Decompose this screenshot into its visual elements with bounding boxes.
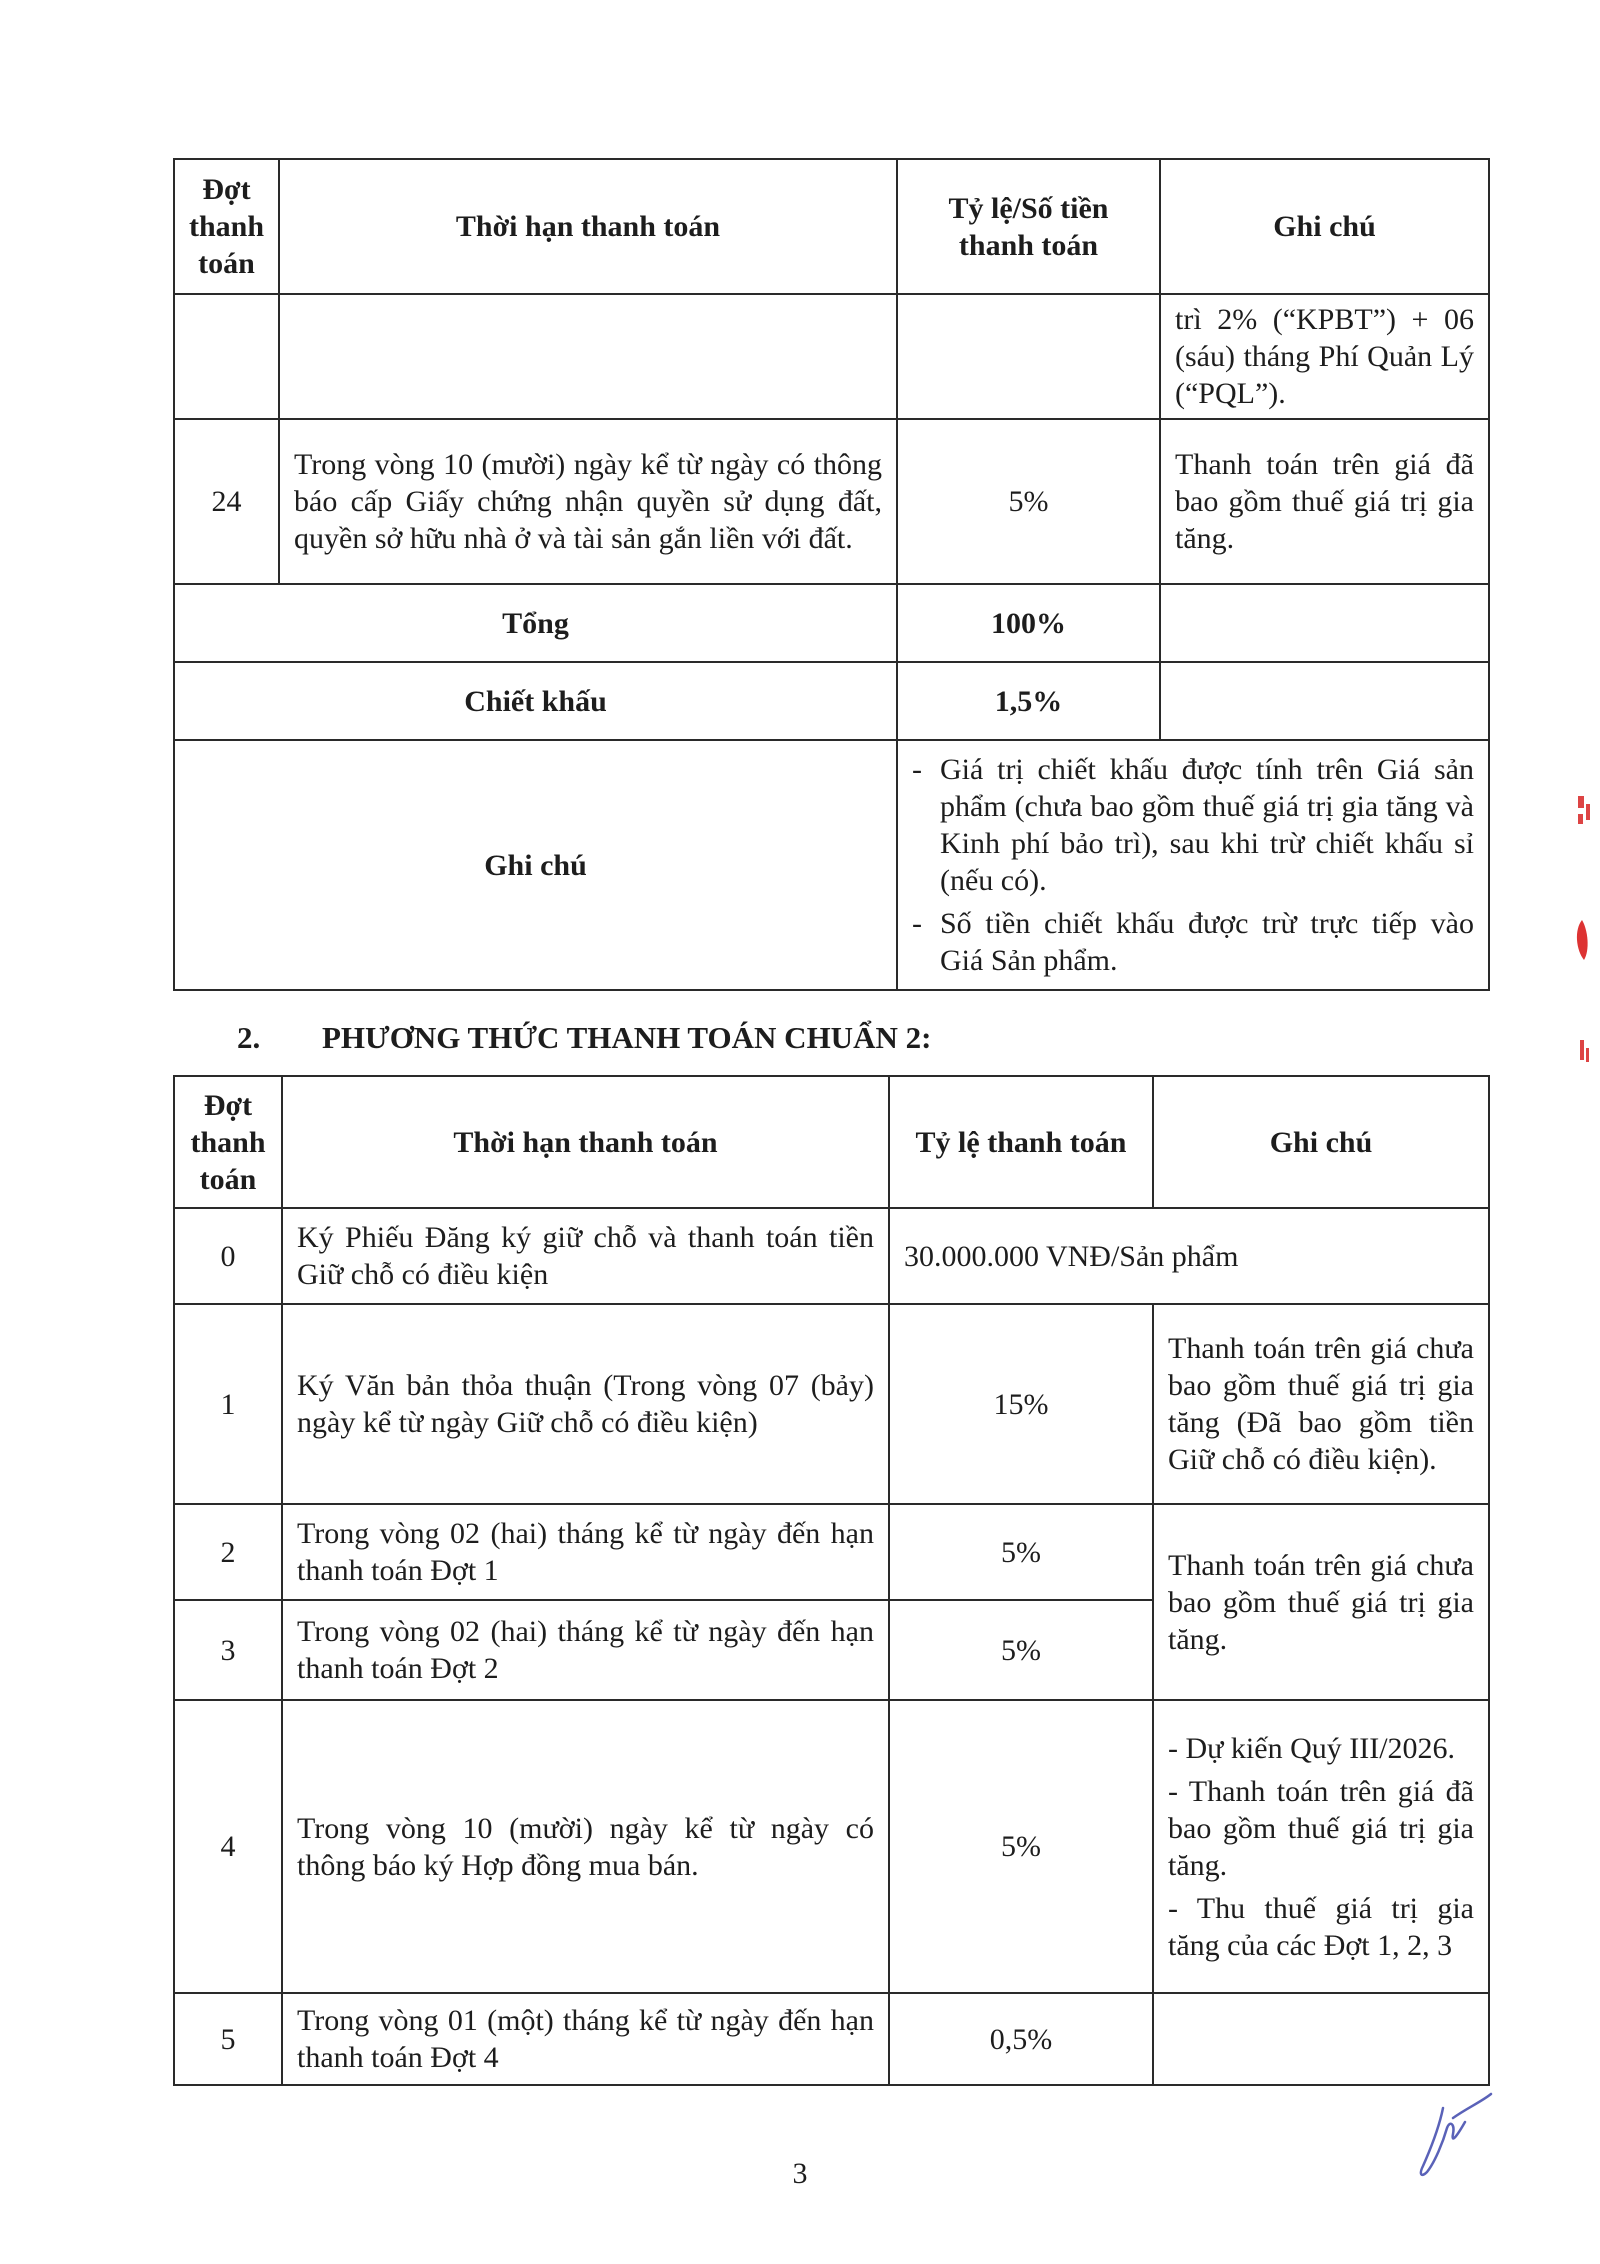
row3-deadline: Trong vòng 02 (hai) tháng kể từ ngày đến hạn thanh toán Đợt 2 xyxy=(282,1600,889,1700)
discount-label: Chiết khấu xyxy=(174,662,897,740)
row4-notes xyxy=(1153,1700,1489,1993)
row3-rate: 5% xyxy=(889,1600,1153,1700)
row23-note: Thanh toán trên giá chưa bao gồm thuế giá trị gia tăng. xyxy=(1153,1504,1489,1700)
row1-note: Thanh toán trên giá chưa bao gồm thuế giá trị gia tăng (Đã bao gồm tiền Giữ chỗ có điều kiện). xyxy=(1153,1304,1489,1504)
row4-dot: 4 xyxy=(174,1700,282,1993)
section-heading xyxy=(237,1020,931,1056)
row24-dot: 24 xyxy=(174,419,279,584)
header-note: Ghi chú xyxy=(1153,1076,1489,1208)
row5-rate: 0,5% xyxy=(889,1993,1153,2085)
total-value: 100% xyxy=(897,584,1160,662)
cell-empty xyxy=(1160,662,1489,740)
row4-deadline: Trong vòng 10 (mười) ngày kể từ ngày có thông báo ký Hợp đồng mua bán. xyxy=(282,1700,889,1993)
row3-dot: 3 xyxy=(174,1600,282,1700)
cell-empty xyxy=(1153,1993,1489,2085)
row4-rate: 5% xyxy=(889,1700,1153,1993)
row1-dot: 1 xyxy=(174,1304,282,1504)
row4-note-item: - Thanh toán trên giá đã bao gồm thuế giá trị gia tăng. xyxy=(1168,1774,1474,1882)
cell-empty xyxy=(1160,584,1489,662)
header-dot: Đợt thanh toán xyxy=(174,1076,282,1208)
page-number: 3 xyxy=(792,2157,808,2190)
row2-rate: 5% xyxy=(889,1504,1153,1600)
section-title: PHƯƠNG THỨC THANH TOÁN CHUẨN 2: xyxy=(322,1020,932,1055)
notes-label: Ghi chú xyxy=(174,740,897,990)
row4-note-item: - Dự kiến Quý III/2026. xyxy=(1168,1731,1456,1765)
cell-empty xyxy=(279,294,897,419)
row1-rate: 15% xyxy=(889,1304,1153,1504)
total-label: Tổng xyxy=(174,584,897,662)
discount-value: 1,5% xyxy=(897,662,1160,740)
row0-dot: 0 xyxy=(174,1208,282,1304)
cell-empty xyxy=(897,294,1160,419)
row1-deadline: Ký Văn bản thỏa thuận (Trong vòng 07 (bảy) ngày kể từ ngày Giữ chỗ có điều kiện) xyxy=(282,1304,889,1504)
red-stamp-fragment xyxy=(1570,790,1600,1090)
header-deadline: Thời hạn thanh toán xyxy=(279,159,897,294)
continuation-note: trì 2% (“KPBT”) + 06 (sáu) tháng Phí Quản Lý (“PQL”). xyxy=(1160,294,1489,419)
note-item: - Số tiền chiết khấu được trừ trực tiếp vào Giá Sản phẩm. xyxy=(912,907,1474,977)
row0-amount: 30.000.000 VNĐ/Sản phẩm xyxy=(889,1208,1489,1304)
row5-dot: 5 xyxy=(174,1993,282,2085)
header-dot: Đợt thanh toán xyxy=(174,159,279,294)
payment-table-continued xyxy=(173,158,1490,991)
header-note: Ghi chú xyxy=(1160,159,1489,294)
row5-deadline: Trong vòng 01 (một) tháng kể từ ngày đến hạn thanh toán Đợt 4 xyxy=(282,1993,889,2085)
notes-content xyxy=(897,740,1489,990)
header-rate: Tỷ lệ/Số tiền thanh toán xyxy=(897,159,1160,294)
header-deadline: Thời hạn thanh toán xyxy=(282,1076,889,1208)
row24-rate: 5% xyxy=(897,419,1160,584)
note-item: - Giá trị chiết khấu được tính trên Giá sản phẩm (chưa bao gồm thuế giá trị gia tăng và Kinh phí bảo trì), sau khi trừ chiết khấu sỉ (nếu có). xyxy=(912,753,1474,897)
row4-note-item: - Thu thuế giá trị gia tăng của các Đợt 1, 2, 3 xyxy=(1168,1891,1474,1962)
row2-deadline: Trong vòng 02 (hai) tháng kể từ ngày đến hạn thanh toán Đợt 1 xyxy=(282,1504,889,1600)
row24-deadline: Trong vòng 10 (mười) ngày kể từ ngày có thông báo cấp Giấy chứng nhận quyền sử dụng đất, quyền sở hữu nhà ở và tài sản gắn liền với đất. xyxy=(279,419,897,584)
cell-empty xyxy=(174,294,279,419)
header-rate: Tỷ lệ thanh toán xyxy=(889,1076,1153,1208)
row2-dot: 2 xyxy=(174,1504,282,1600)
row24-note: Thanh toán trên giá đã bao gồm thuế giá trị gia tăng. xyxy=(1160,419,1489,584)
section-number: 2. xyxy=(237,1020,261,1055)
payment-table-2 xyxy=(173,1075,1490,2086)
row0-deadline: Ký Phiếu Đăng ký giữ chỗ và thanh toán tiền Giữ chỗ có điều kiện xyxy=(282,1208,889,1304)
